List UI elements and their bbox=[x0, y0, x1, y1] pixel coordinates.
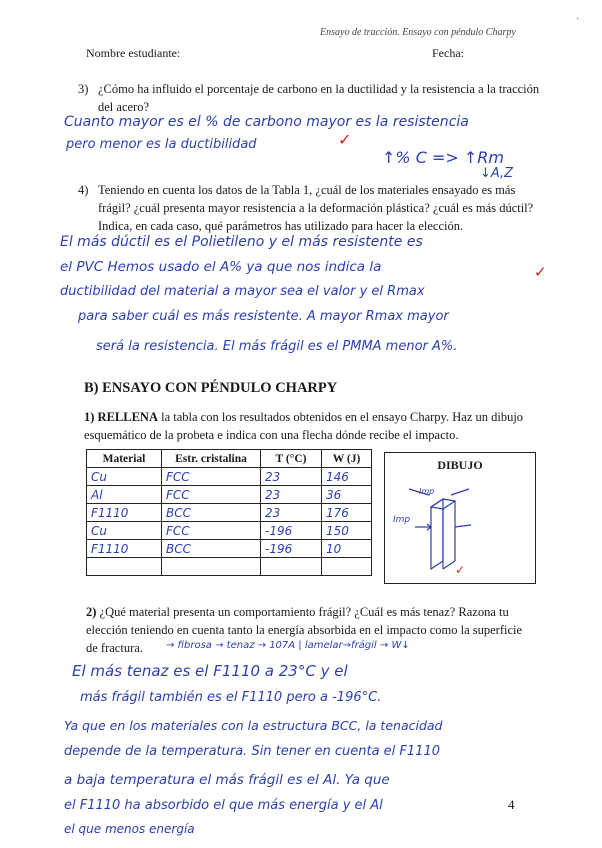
q2-answer-line6: el F1110 ha absorbido el que más energía y el Al bbox=[64, 798, 383, 813]
q2-answer-line4: depende de la temperatura. Sin tener en cuenta el F1110 bbox=[64, 744, 440, 759]
q1-text bbox=[84, 408, 584, 444]
table-cell: 150 bbox=[322, 522, 372, 540]
q3-text bbox=[98, 80, 578, 116]
q4-text bbox=[98, 181, 588, 235]
q3-formula-line1: ↑% C => ↑Rm bbox=[382, 148, 504, 167]
column-header-material: Material bbox=[87, 450, 162, 468]
page-number: 4 bbox=[508, 797, 515, 812]
q4-answer-line1: El más dúctil es el Polietileno y el más resistente es bbox=[60, 234, 423, 250]
table-cell: 176 bbox=[322, 504, 372, 522]
q4-number: 4) bbox=[78, 183, 89, 197]
q3-number: 3) bbox=[78, 82, 89, 96]
q3-formula-line2: ↓A,Z bbox=[480, 166, 514, 181]
q3-text-line1: ¿Cómo ha influido el porcentaje de carbono en la ductilidad y la resistencia a la tracción bbox=[98, 82, 540, 96]
course-title: Ensayo de tracción. Ensayo con péndulo Charpy bbox=[320, 27, 516, 38]
impact-label: Imp bbox=[419, 487, 435, 496]
q1-bold: RELLENA bbox=[97, 410, 158, 424]
q2-text-line3: de fractura. bbox=[86, 641, 143, 655]
table-cell: F1110 bbox=[87, 504, 162, 522]
table-cell: FCC bbox=[162, 486, 261, 504]
table-cell bbox=[322, 558, 372, 576]
table-cell: FCC bbox=[162, 522, 261, 540]
table-cell: Cu bbox=[87, 468, 162, 486]
q2-text-line2: elección teniendo en cuenta tanto la energía absorbida en el impacto como la superficie bbox=[86, 623, 523, 637]
q1-text-rest: la tabla con los resultados obtenidos en el ensayo Charpy. Haz un dibujo bbox=[157, 410, 524, 424]
q4-answer-line2: el PVC Hemos usado el A% ya que nos indica la bbox=[60, 259, 382, 275]
table-cell: 10 bbox=[322, 540, 372, 558]
corner-mark: · bbox=[576, 14, 580, 25]
table-cell: F1110 bbox=[87, 540, 162, 558]
q1-text-line2: esquemático de la probeta e indica con una flecha dónde recibe el impacto. bbox=[84, 428, 459, 442]
q4-answer-line4: para saber cuál es más resistente. A mayor Rmax mayor bbox=[78, 309, 449, 324]
table-cell: -196 bbox=[261, 540, 322, 558]
table-cell: 36 bbox=[322, 486, 372, 504]
table-cell: Cu bbox=[87, 522, 162, 540]
date-label: Fecha: bbox=[432, 46, 464, 60]
q2-note: → fibrosa → tenaz → 107A | lamelar→frágil → W↓ bbox=[166, 640, 410, 651]
table-cell bbox=[87, 558, 162, 576]
table-cell bbox=[261, 558, 322, 576]
section-b-title: B) ENSAYO CON PÉNDULO CHARPY bbox=[84, 380, 338, 396]
q1-text-line1 bbox=[84, 408, 584, 426]
table-header-row bbox=[87, 450, 372, 468]
q3-text-line2: del acero? bbox=[98, 100, 150, 114]
q4-check-mark: ✓ bbox=[534, 265, 547, 281]
table-cell: -196 bbox=[261, 522, 322, 540]
q2-text-line1 bbox=[86, 603, 586, 621]
table-cell: BCC bbox=[162, 504, 261, 522]
table-row bbox=[87, 504, 372, 522]
q4-text-line2: frágil? ¿cuál presenta mayor resistencia a la deformación plástica? ¿cuál es más dúctil? bbox=[98, 201, 534, 215]
q2-answer-line5: a baja temperatura el más frágil es el Al. Ya que bbox=[64, 772, 390, 788]
q3-check-mark: ✓ bbox=[338, 132, 352, 149]
table-row bbox=[87, 558, 372, 576]
q4-text-line3: Indica, en cada caso, qué parámetros has utilizado para hacer la elección. bbox=[98, 219, 464, 233]
table-cell: BCC bbox=[162, 540, 261, 558]
q2-number: 2) bbox=[86, 605, 97, 619]
q2-text-line1-content: ¿Qué material presenta un comportamiento frágil? ¿Cuál es más tenaz? Razona tu bbox=[99, 605, 509, 619]
charpy-results-table bbox=[86, 449, 372, 576]
student-name-label: Nombre estudiante: bbox=[86, 46, 181, 60]
table-cell: 146 bbox=[322, 468, 372, 486]
table-cell: 23 bbox=[261, 486, 322, 504]
column-header-crystal-structure: Estr. cristalina bbox=[162, 450, 261, 468]
q3-answer-line1: Cuanto mayor es el % de carbono mayor es la resistencia bbox=[64, 114, 469, 130]
q1-number: 1) bbox=[84, 410, 95, 424]
table-cell: FCC bbox=[162, 468, 261, 486]
q2-answer-line2: más frágil también es el F1110 pero a -196°C. bbox=[80, 690, 382, 705]
q2-answer-line1: El más tenaz es el F1110 a 23°C y el bbox=[72, 662, 348, 680]
column-header-temperature: T (°C) bbox=[261, 450, 322, 468]
drawing-title: DIBUJO bbox=[437, 458, 483, 472]
q3-answer-line2: pero menor es la ductibilidad bbox=[66, 137, 257, 152]
table-row bbox=[87, 522, 372, 540]
table-cell bbox=[162, 558, 261, 576]
drawing-check-mark: ✓ bbox=[455, 563, 466, 577]
q4-answer-line5: será la resistencia. El más frágil es el PMMA menor A%. bbox=[96, 339, 458, 354]
table-cell: Al bbox=[87, 486, 162, 504]
q2-answer-line3: Ya que en los materiales con la estructura BCC, la tenacidad bbox=[64, 718, 443, 733]
q2-answer-line7: el que menos energía bbox=[64, 822, 195, 836]
table-cell: 23 bbox=[261, 468, 322, 486]
table-cell: 23 bbox=[261, 504, 322, 522]
drawing-box bbox=[384, 452, 536, 584]
q4-answer-line3: ductibilidad del material a mayor sea el valor y el Rmax bbox=[60, 284, 425, 299]
impact-label: Imp bbox=[393, 515, 411, 525]
table-row bbox=[87, 540, 372, 558]
table-row bbox=[87, 468, 372, 486]
q4-text-line1: Teniendo en cuenta los datos de la Tabla 1, ¿cuál de los materiales ensayado es más bbox=[98, 183, 516, 197]
column-header-energy: W (J) bbox=[322, 450, 372, 468]
table-row bbox=[87, 486, 372, 504]
